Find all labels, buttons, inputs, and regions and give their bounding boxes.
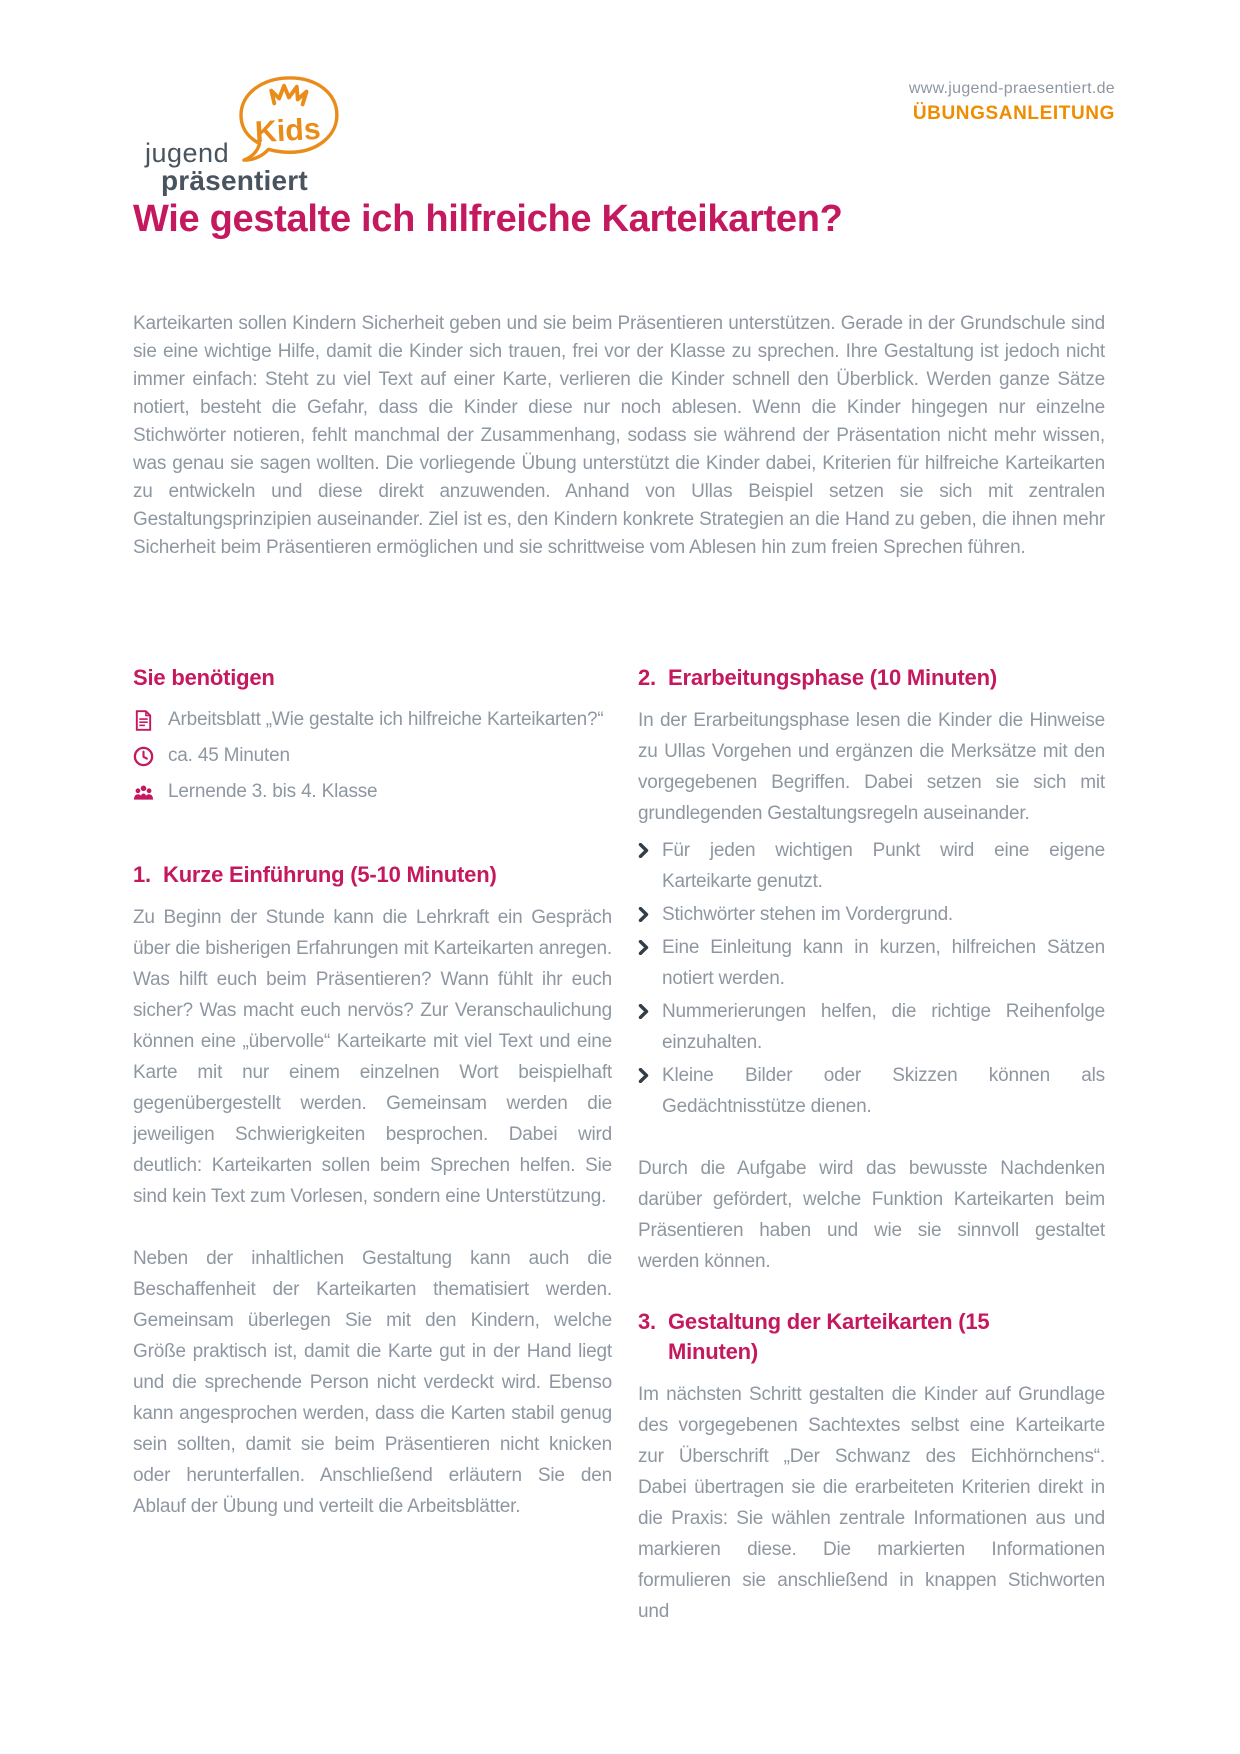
- page-title: Wie gestalte ich hilfreiche Karteikarten?: [133, 198, 843, 240]
- left-column: [133, 663, 612, 1522]
- section-title: Gestaltung der Karteikarten (15 Minuten): [668, 1309, 990, 1364]
- section-number: 3.: [638, 1309, 656, 1334]
- kids-speech-bubble-icon: [229, 74, 343, 164]
- bullet-text: Kleine Bilder oder Skizzen können als Gedächtnisstütze dienen.: [662, 1065, 1105, 1117]
- bullet-text: Für jeden wichtigen Punkt wird eine eigene Karteikarte genutzt.: [662, 840, 1105, 892]
- logo-word-praesentiert: präsentiert: [161, 165, 308, 196]
- bullet-item: [638, 835, 1105, 897]
- section-gestaltung: [638, 1307, 1105, 1627]
- requirements-heading: Sie benötigen: [133, 665, 275, 690]
- clock-icon: [133, 746, 154, 767]
- section-title: Kurze Einführung (5-10 Minuten): [163, 862, 497, 887]
- jugend-praesentiert-kids-logo: [133, 58, 373, 198]
- learners-icon: [133, 782, 154, 803]
- section-title: Erarbeitungsphase (10 Minuten): [668, 665, 997, 690]
- bullet-text: Stichwörter stehen im Vordergrund.: [662, 904, 954, 925]
- chevron-right-icon: [638, 907, 649, 922]
- section-paragraph: In der Erarbeitungsphase lesen die Kinder die Hinweise zu Ullas Vorgehen und ergänzen die Merksätze mit den vorgegebenen Begriffen. Dabei setzen sie sich mit grundlegenden Gestaltungsregeln auseinander.: [638, 710, 1105, 824]
- requirement-text: Lernende 3. bis 4. Klasse: [168, 781, 378, 802]
- bullet-text: Nummerierungen helfen, die richtige Reihenfolge einzuhalten.: [662, 1001, 1105, 1053]
- section-number: 1.: [133, 862, 151, 887]
- header-right: [909, 80, 1115, 125]
- requirement-text: Arbeitsblatt „Wie gestalte ich hilfreiche Karteikarten?“: [168, 709, 604, 730]
- intro-paragraph: Karteikarten sollen Kindern Sicherheit geben und sie beim Präsentieren unterstützen. Gerade in der Grundschule sind sie eine wichtige Hilfe, damit die Kinder sich trauen, frei vor der Klasse zu sprechen. Ihre Gestaltung ist jedoch nicht immer einfach: Steht zu viel Text auf einer Karte, verlieren die Kinder schnell den Überblick. Werden ganze Sätze notiert, besteht die Gefahr, dass die Kinder diese nur noch ablesen. Wenn die Kinder hingegen nur einzelne Stichwörter notieren, fehlt manchmal der Zusammenhang, sodass sie während der Präsentation nicht mehr wissen, was genau sie sagen wollten. Die vorliegende Übung unterstützt die Kinder dabei, Kriterien für hilfreiche Karteikarten zu entwickeln und diese direkt anzuwenden. Anhand von Ullas Beispiel setzen sie sich mit zentralen Gestaltungsprinzipien auseinander. Ziel ist es, den Kindern konkrete Strategien an die Hand zu geben, die ihnen mehr Sicherheit beim Präsentieren ermöglichen und sie schrittweise vom Ablesen hin zum freien Sprechen führen.: [133, 313, 1105, 558]
- website-url: www.jugend-praesentiert.de: [908, 80, 1115, 97]
- chevron-right-icon: [638, 843, 649, 858]
- requirement-item-duration: [133, 741, 612, 770]
- requirement-item-learners: [133, 777, 612, 806]
- bullet-item: [638, 932, 1105, 994]
- section-paragraph: Neben der inhaltlichen Gestaltung kann auch die Beschaffenheit der Karteikarten thematisiert werden. Gemeinsam überlegen Sie mit den Kindern, welche Größe praktisch ist, damit die Karte gut in der Hand liegt und die sprechende Person nicht verdeckt wird. Ebenso kann angesprochen werden, dass die Karten stabil genug sein sollten, damit sie beim Präsentieren nicht knicken oder herunterfallen. Anschließend erläutern Sie den Ablauf der Übung und verteilt die Arbeitsblätter.: [133, 1248, 612, 1517]
- requirement-text: ca. 45 Minuten: [168, 745, 290, 766]
- bullet-item: [638, 1060, 1105, 1122]
- section-heading: [638, 663, 1105, 693]
- chevron-right-icon: [638, 1004, 649, 1019]
- section-erarbeitungsphase: [638, 663, 1105, 1277]
- worksheet-icon: [133, 710, 154, 731]
- bullet-text: Eine Einleitung kann in kurzen, hilfreichen Sätzen notiert werden.: [662, 937, 1105, 989]
- section-heading: [133, 860, 612, 890]
- section-number: 2.: [638, 665, 656, 690]
- requirement-item-worksheet: [133, 705, 612, 734]
- bullet-item: [638, 899, 1105, 930]
- criteria-bullet-list: [638, 835, 1105, 1122]
- section-introduction: [133, 860, 612, 1522]
- section-paragraph: Zu Beginn der Stunde kann die Lehrkraft ein Gespräch über die bisherigen Erfahrungen mit Karteikarten anregen. Was hilft euch beim Präsentieren? Wann fühlt ihr euch sicher? Was macht euch nervös? Zur Veranschaulichung können eine „übervolle“ Karteikarte mit viel Text und eine Karte mit nur einem einzelnen Wort beispielhaft gegenübergestellt werden. Gemeinsam werden die jeweiligen Schwierigkeiten besprochen. Dabei wird deutlich: Karteikarten sollen beim Sprechen helfen. Sie sind kein Text zum Vorlesen, sondern eine Unterstützung.: [133, 907, 612, 1207]
- bullet-item: [638, 996, 1105, 1058]
- section-paragraph: Durch die Aufgabe wird das bewusste Nachdenken darüber gefördert, welche Funktion Karteikarten beim Präsentieren haben und wie sie sinnvoll gestaltet werden können.: [638, 1158, 1105, 1272]
- chevron-right-icon: [638, 1068, 649, 1083]
- right-column: [638, 663, 1105, 1627]
- section-paragraph: Im nächsten Schritt gestalten die Kinder auf Grundlage des vorgegebenen Sachtextes selbst eine Karteikarte zur Überschrift „Der Schwanz des Eichhörnchens“. Dabei übertragen sie die erarbeiteten Kriterien direkt in die Praxis: Sie wählen zentrale Informationen aus und markieren diese. Die markierten Informationen formulieren sie anschließend in knappen Stichworten und: [638, 1384, 1105, 1622]
- section-heading: [638, 1307, 1105, 1367]
- requirements-section: [133, 663, 612, 806]
- logo-bubble-label: Kids: [254, 112, 322, 150]
- chevron-right-icon: [638, 940, 649, 955]
- logo-word-jugend: jugend: [145, 138, 230, 168]
- document-type-label: ÜBUNGSANLEITUNG: [912, 103, 1115, 124]
